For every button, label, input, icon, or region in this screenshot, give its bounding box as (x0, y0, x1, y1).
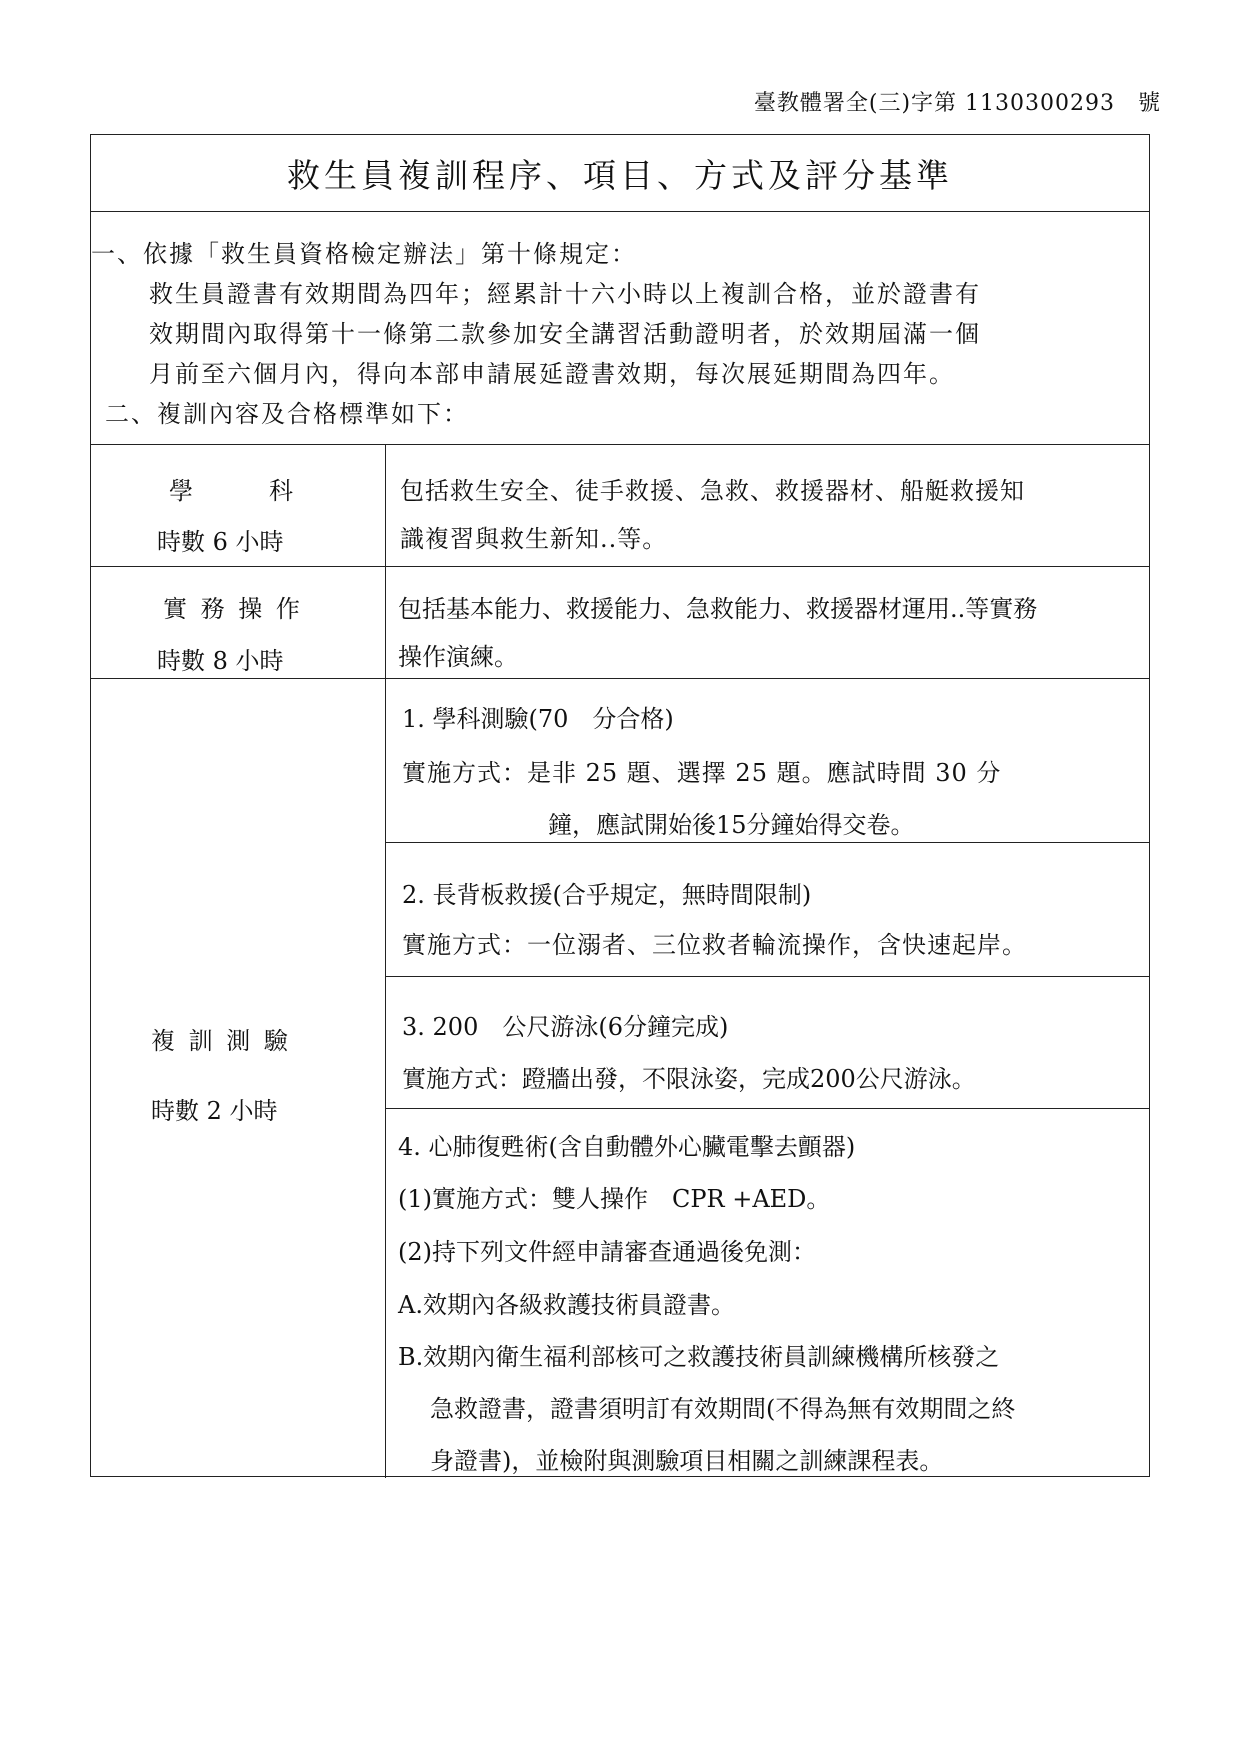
intro-section (91, 212, 1149, 445)
row-practical (91, 567, 1149, 679)
regulation-table (90, 134, 1150, 1477)
test-item-4-line-4: B.效期內衛生福利部核可之救護技術員訓練機構所核發之 (398, 1343, 1000, 1371)
test-item-2-title: 2. 長背板救援(合乎規定，無時間限制) (402, 881, 812, 909)
practical-desc-line-1: 包括基本能力、救援能力、急救能力、救援器材運用..等實務 (398, 595, 1038, 623)
row-test (91, 679, 1149, 1478)
test-label: 複 訓 測 驗 (151, 1027, 291, 1055)
test-items-cell (386, 679, 1149, 1478)
test-item-4-line-6: 身證書)，並檢附與測驗項目相關之訓練課程表。 (430, 1447, 944, 1475)
document-number: 臺教體署全(三)字第 1130300293 號 (753, 91, 1161, 116)
practical-hours: 時數 8 小時 (157, 647, 284, 675)
test-item-4 (386, 1109, 1149, 1478)
intro-line-3: 效期間內取得第十一條第二款參加安全講習活動證明者，於效期屆滿一個 (149, 320, 981, 348)
test-item-3 (386, 977, 1149, 1109)
practical-desc-cell (386, 567, 1149, 678)
test-item-2-line-1: 實施方式：一位溺者、三位救者輪流操作，含快速起岸。 (402, 931, 1027, 959)
test-label-cell (91, 679, 386, 1478)
test-item-4-title: 4. 心肺復甦術(含自動體外心臟電擊去顫器) (398, 1133, 856, 1161)
intro-line-5: 二、複訓內容及合格標準如下： (105, 400, 469, 428)
test-item-4-line-3: A.效期內各級救護技術員證書。 (398, 1291, 735, 1319)
practical-desc-line-2: 操作演練。 (398, 643, 518, 671)
test-item-3-line-1: 實施方式：蹬牆出發，不限泳姿，完成200公尺游泳。 (402, 1065, 976, 1093)
academic-label: 學 科 (169, 477, 294, 505)
test-item-2 (386, 843, 1149, 977)
academic-desc-line-1: 包括救生安全、徒手救援、急救、救援器材、船艇救援知 (400, 477, 1025, 505)
test-hours: 時數 2 小時 (151, 1097, 278, 1125)
practical-label-cell (91, 567, 386, 678)
row-academic (91, 445, 1149, 567)
test-item-1-line-2: 鐘，應試開始後15分鐘始得交卷。 (548, 811, 915, 839)
intro-line-1: 一、依據「救生員資格檢定辦法」第十條規定： (91, 240, 637, 268)
practical-label: 實 務 操 作 (163, 595, 303, 623)
intro-line-2: 救生員證書有效期間為四年；經累計十六小時以上複訓合格，並於證書有 (149, 280, 981, 308)
academic-desc-line-2: 識複習與救生新知..等。 (400, 525, 668, 553)
academic-desc-cell (386, 445, 1149, 566)
test-item-4-line-2: (2)持下列文件經申請審查通過後免測： (398, 1238, 816, 1266)
intro-line-4: 月前至六個月內，得向本部申請展延證書效期，每次展延期間為四年。 (149, 360, 955, 388)
academic-label-cell (91, 445, 386, 566)
test-item-4-line-1: (1)實施方式：雙人操作 CPR +AED。 (398, 1185, 831, 1213)
academic-hours: 時數 6 小時 (157, 528, 284, 556)
test-item-1 (386, 679, 1149, 843)
test-item-3-title: 3. 200 公尺游泳(6分鐘完成) (402, 1013, 729, 1041)
test-item-1-title: 1. 學科測驗(70 分合格) (402, 705, 674, 733)
table-title: 救生員複訓程序、項目、方式及評分基準 (91, 135, 1149, 212)
test-item-1-line-1: 實施方式：是非 25 題、選擇 25 題。應試時間 30 分 (402, 759, 1002, 787)
test-item-4-line-5: 急救證書，證書須明訂有效期間(不得為無有效期間之終 (430, 1395, 1016, 1423)
